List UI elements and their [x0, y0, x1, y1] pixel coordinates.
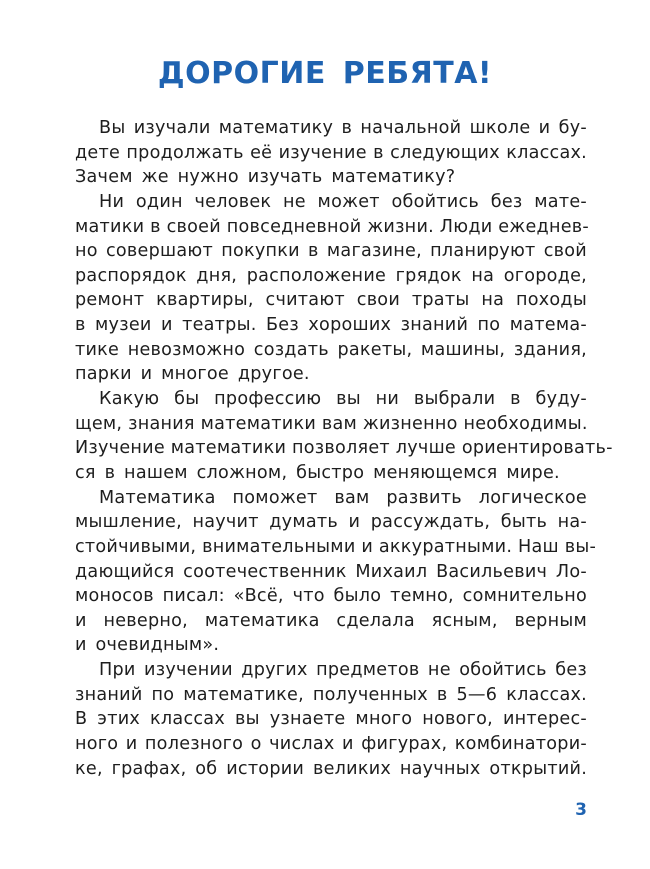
- text-line: но совершают покупки в магазине, планируют свой: [75, 241, 587, 262]
- text-line: Зачем же нужно изучать математику?: [75, 167, 456, 188]
- text-line: парки и многое другое.: [75, 364, 310, 385]
- body-text: [75, 116, 613, 781]
- paragraph-4: [75, 486, 597, 658]
- text-line: тике невозможно создать ракеты, машины, здания,: [75, 339, 587, 360]
- paragraph-2: [75, 190, 587, 387]
- text-line: Математика поможет вам развить логическое: [99, 487, 587, 508]
- text-line: и очевидным».: [75, 635, 220, 656]
- text-line: моносов писал: «Всё, что было темно, сомнительно: [75, 586, 587, 607]
- text-line: дающийся соотечественник Михаил Васильевич Ло-: [75, 561, 587, 582]
- text-line: Вы изучали математику в начальной школе и бу-: [99, 118, 587, 138]
- paragraph-1: [75, 116, 587, 190]
- text-line: стойчивыми, внимательными и аккуратными. Наш вы-: [75, 536, 597, 557]
- text-line: мышление, научит думать и рассуждать, быть на-: [75, 512, 587, 533]
- text-line: щем, знания математики вам жизненно необходимы.: [75, 413, 588, 434]
- text-line: матики в своей повседневной жизни. Люди ежеднев-: [75, 216, 589, 237]
- text-line: При изучении других предметов не обойтись без: [99, 660, 587, 681]
- text-line: дете продолжать её изучение в следующих классах.: [75, 142, 587, 163]
- text-line: знаний по математике, полученных в 5—6 классах.: [75, 684, 587, 705]
- text-line: ке, графах, об истории великих научных открытий.: [75, 758, 588, 779]
- text-line: ся в нашем сложном, быстро меняющемся мире.: [75, 462, 560, 483]
- text-line: и неверно, математика сделала ясным, верным: [75, 610, 587, 631]
- paragraph-3: [75, 387, 613, 486]
- text-line: ремонт квартиры, считают свои траты на походы: [75, 290, 587, 311]
- text-line: распорядок дня, расположение грядок на огороде,: [75, 265, 587, 286]
- text-line: ного и полезного о числах и фигурах, комбинатори-: [75, 734, 587, 755]
- page-number: 3: [575, 800, 587, 820]
- text-line: Ни один человек не может обойтись без мате-: [99, 191, 587, 212]
- text-line: Какую бы профессию вы ни выбрали в буду-: [99, 389, 587, 410]
- text-line: в музеи и театры. Без хороших знаний по матема-: [75, 315, 587, 336]
- page-title: ДОРОГИЕ РЕБЯТА!: [157, 56, 493, 91]
- text-line: В этих классах вы узнаете много нового, интерес-: [75, 709, 587, 730]
- text-line: Изучение математики позволяет лучше ориентировать-: [75, 438, 613, 459]
- paragraph-5: [75, 658, 587, 781]
